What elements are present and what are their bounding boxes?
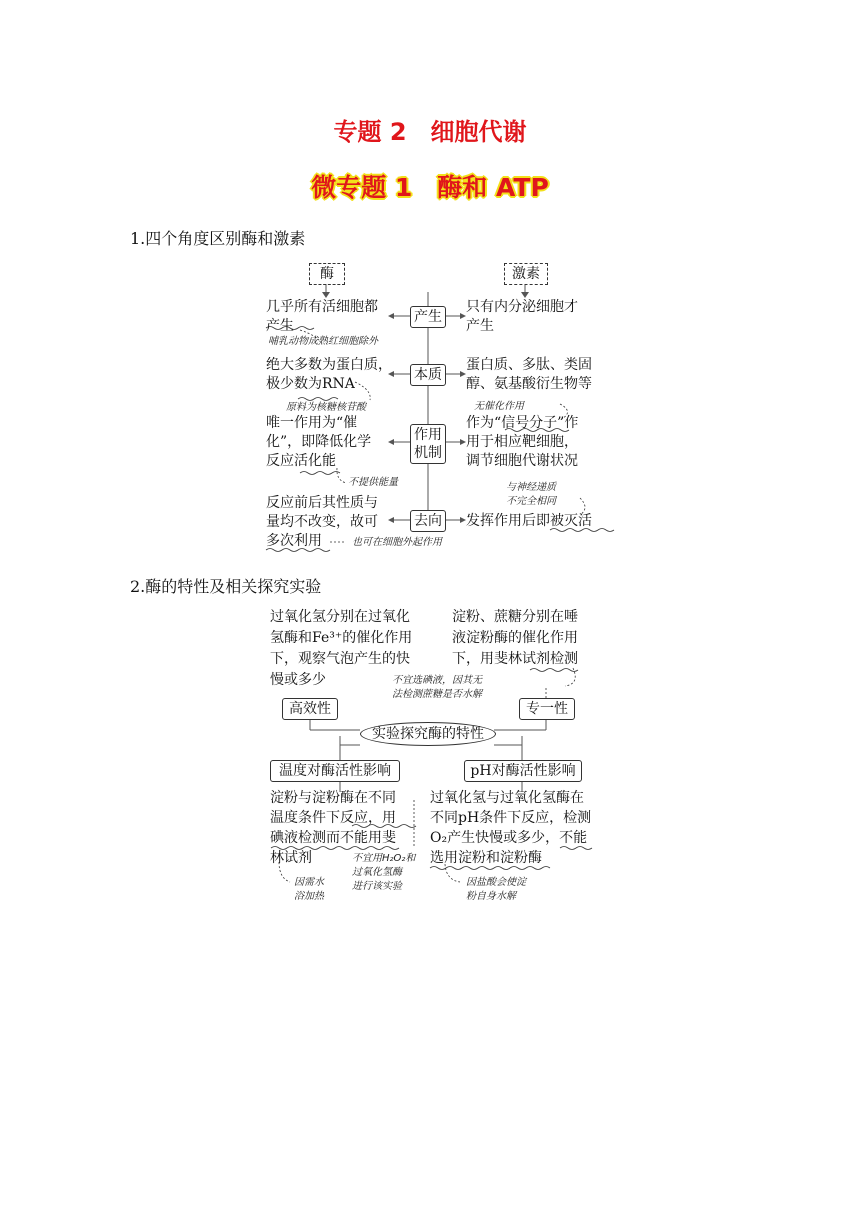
note-no-energy: 不提供能量 bbox=[348, 477, 398, 488]
temperature-text: 淀粉与淀粉酶在不同 温度条件下反应，用 碘液检测而不能用斐 林试剂 bbox=[270, 790, 396, 866]
efficiency-label: 高效性 bbox=[282, 698, 338, 720]
center-ellipse: 实验探究酶的特性 bbox=[360, 722, 496, 746]
row-fate-right: 发挥作用后即被灭活 bbox=[466, 513, 592, 529]
row-fate-left: 反应前后其性质与 量均不改变，故可 多次利用 bbox=[266, 495, 378, 549]
row-mechanism-center: 作用机制 bbox=[410, 424, 446, 464]
section1-heading: 1.四个角度区别酶和激素 bbox=[130, 229, 306, 248]
row-mechanism-left: 唯一作用为“催 化”，即降低化学 反应活化能 bbox=[266, 415, 372, 469]
note-h2o2: 不宜用H₂O₂和 过氧化氢酶 进行该实验 bbox=[352, 853, 416, 892]
note-hcl: 因盐酸会使淀 粉自身水解 bbox=[466, 877, 526, 902]
note-no-catalysis: 无催化作用 bbox=[474, 401, 524, 412]
temperature-label: 温度对酶活性影响 bbox=[270, 760, 400, 782]
note-extracellular: 也可在细胞外起作用 bbox=[352, 537, 442, 548]
specificity-label: 专一性 bbox=[519, 698, 575, 720]
row-origin-right: 只有内分泌细胞才 产生 bbox=[466, 299, 578, 334]
note-water-bath: 因需水 浴加热 bbox=[294, 877, 324, 902]
specificity-text: 淀粉、蔗糖分别在唾 液淀粉酶的催化作用 下，用斐林试剂检测 bbox=[452, 609, 578, 667]
row-origin-left: 几乎所有活细胞都 产生 bbox=[266, 299, 378, 334]
page-title: 专题 2 细胞代谢 bbox=[333, 118, 527, 146]
note-iodine: 不宜选碘液，因其无 法检测蔗糖是否水解 bbox=[392, 675, 482, 700]
ph-text: 过氧化氢与过氧化氢酶在 不同pH条件下反应，检测 O₂产生快慢或多少，不能 选用淀粉和淀粉酶 bbox=[430, 790, 592, 866]
row-fate-center: 去向 bbox=[410, 510, 446, 532]
note-neurotransmitter: 与神经递质 不完全相同 bbox=[506, 482, 556, 507]
row-mechanism-right: 作为“信号分子”作 用于相应靶细胞， 调节细胞代谢状况 bbox=[466, 415, 579, 469]
section2-heading: 2.酶的特性及相关探究实验 bbox=[130, 577, 322, 596]
row-nature-right: 蛋白质、多肽、类固 醇、氨基酸衍生物等 bbox=[466, 357, 592, 392]
row-origin-center: 产生 bbox=[410, 306, 446, 328]
page-subtitle: 微专题 1 酶和 ATP bbox=[311, 173, 549, 202]
hormone-header: 激素 bbox=[504, 263, 548, 285]
row-nature-left: 绝大多数为蛋白质， 极少数为RNA bbox=[266, 357, 392, 392]
row-nature-center: 本质 bbox=[410, 364, 446, 386]
note-rna: 原料为核糖核苷酸 bbox=[286, 402, 366, 413]
enzyme-header: 酶 bbox=[309, 263, 345, 285]
efficiency-text: 过氧化氢分别在过氧化 氢酶和Fe³⁺的催化作用 下，观察气泡产生的快 慢或多少 bbox=[270, 609, 413, 688]
ph-label: pH对酶活性影响 bbox=[464, 760, 582, 782]
note-rbc: 哺乳动物成熟红细胞除外 bbox=[268, 336, 378, 347]
